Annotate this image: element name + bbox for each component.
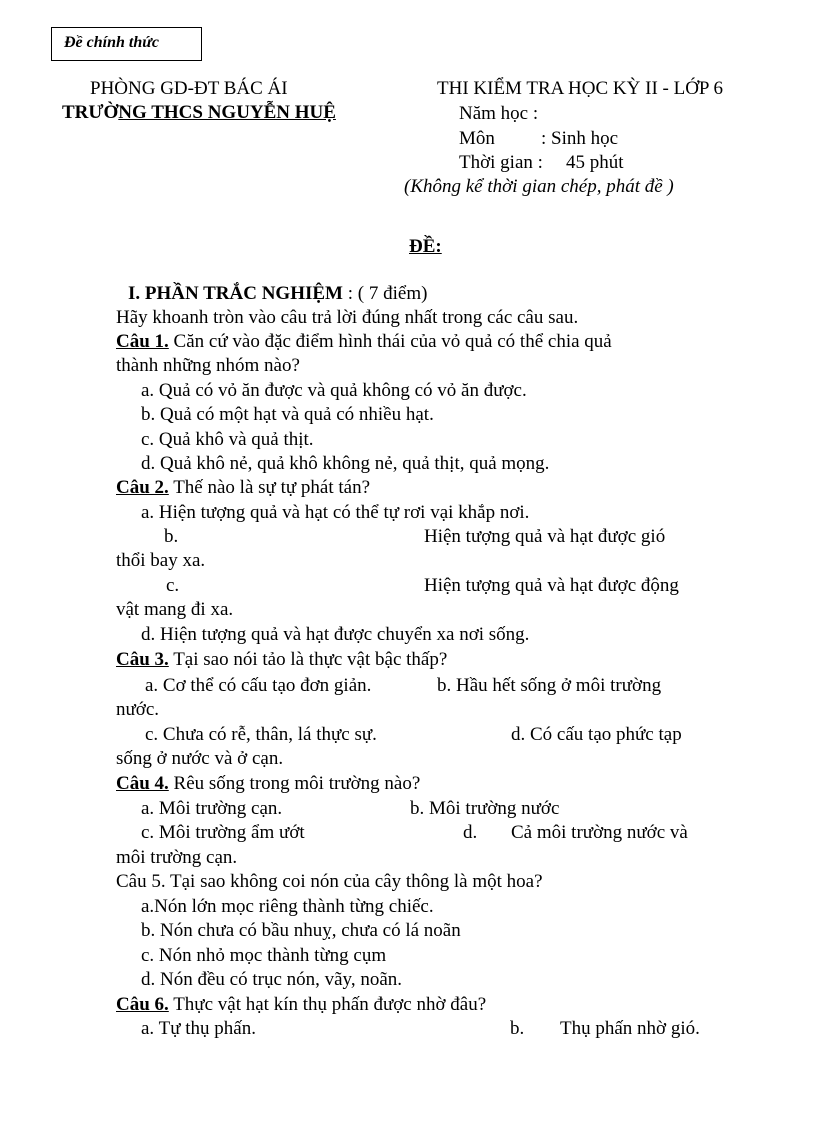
question-4-label: Câu 4. — [116, 773, 169, 794]
question-2-option-b-text: Hiện tượng quả và hạt được gió — [424, 526, 666, 547]
question-4-option-a: a. Môi trường cạn. — [141, 798, 283, 819]
question-1-label: Câu 1. — [116, 331, 169, 352]
section-title — [128, 282, 427, 306]
question-2 — [116, 476, 370, 500]
subject-label: Môn — [459, 128, 495, 149]
section-points: : ( 7 điểm) — [347, 283, 428, 304]
question-4-option-d-cont: môi trường cạn. — [116, 847, 238, 868]
department-name: PHÒNG GD-ĐT BÁC ÁI — [90, 78, 288, 99]
question-3-label: Câu 3. — [116, 649, 169, 670]
question-2-option-b-cont: thổi bay xa. — [116, 550, 206, 571]
section-instruction: Hãy khoanh tròn vào câu trả lời đúng nhất trong các câu sau. — [116, 307, 579, 328]
question-3-option-d-cont: sống ở nước và ở cạn. — [116, 748, 284, 769]
question-4-option-d-letter: d. — [463, 822, 478, 843]
question-1-text: Căn cứ vào đặc điểm hình thái của vỏ quả có thể chia quả — [168, 331, 612, 352]
question-2-option-d: d. Hiện tượng quả và hạt được chuyển xa nơi sống. — [141, 624, 530, 645]
school-name-rest: NG THCS NGUYỄN HUỆ — [118, 102, 336, 123]
question-1-option-d: d. Quả khô nẻ, quả khô không nẻ, quả thịt, quả mọng. — [141, 453, 550, 474]
question-5: Câu 5. Tại sao không coi nón của cây thông là một hoa? — [116, 871, 543, 892]
question-4-option-b: b. Môi trường nước — [410, 798, 560, 819]
question-6-text: Thực vật hạt kín thụ phấn được nhờ đâu? — [168, 994, 487, 1015]
exam-title: THI KIỂM TRA HỌC KỲ II - LỚP 6 — [437, 78, 724, 99]
official-stamp-label: Đề chính thức — [64, 34, 159, 51]
question-3-option-d: d. Có cấu tạo phức tạp — [511, 724, 682, 745]
duration-note: (Không kể thời gian chép, phát đề ) — [404, 176, 674, 197]
question-2-option-c-cont: vật mang đi xa. — [116, 599, 234, 620]
question-3 — [116, 648, 447, 672]
question-4-option-d-text: Cả môi trường nước và — [511, 822, 688, 843]
question-1 — [116, 330, 612, 354]
school-name — [62, 101, 336, 125]
question-2-option-c-text: Hiện tượng quả và hạt được động — [424, 575, 679, 596]
question-2-text: Thế nào là sự tự phát tán? — [168, 477, 371, 498]
question-5-option-c: c. Nón nhỏ mọc thành từng cụm — [141, 945, 387, 966]
duration-value: 45 phút — [566, 152, 624, 173]
question-6 — [116, 993, 486, 1017]
subject-value: : Sinh học — [541, 128, 619, 149]
question-2-label: Câu 2. — [116, 477, 169, 498]
question-3-text: Tại sao nói tảo là thực vật bậc thấp? — [168, 649, 448, 670]
official-stamp-box — [51, 27, 202, 61]
question-6-option-a: a. Tự thụ phấn. — [141, 1018, 256, 1039]
question-4 — [116, 772, 420, 796]
question-5-option-d: d. Nón đều có trục nón, vãy, noãn. — [141, 969, 403, 990]
question-4-text: Rêu sống trong môi trường nào? — [168, 773, 421, 794]
question-4-option-c: c. Môi trường ẩm ướt — [141, 822, 305, 843]
question-2-option-b-letter: b. — [164, 526, 179, 547]
question-3-option-b-cont: nước. — [116, 699, 160, 720]
question-3-option-a: a. Cơ thể có cấu tạo đơn giản. — [145, 675, 372, 696]
question-1-text-cont: thành những nhóm nào? — [116, 355, 300, 376]
question-5-option-b: b. Nón chưa có bầu nhuỵ, chưa có lá noãn — [141, 920, 461, 941]
question-2-option-a: a. Hiện tượng quả và hạt có thể tự rơi vại khắp nơi. — [141, 502, 530, 523]
question-6-option-b-text: Thụ phấn nhờ gió. — [560, 1018, 700, 1039]
question-6-label: Câu 6. — [116, 994, 169, 1015]
question-1-option-b: b. Quả có một hạt và quả có nhiều hạt. — [141, 404, 434, 425]
question-2-option-c-letter: c. — [166, 575, 180, 596]
question-1-option-a: a. Quả có vỏ ăn được và quả không có vỏ ăn được. — [141, 380, 527, 401]
question-6-option-b-letter: b. — [510, 1018, 525, 1039]
duration-label: Thời gian : — [459, 152, 543, 173]
school-year-label: Năm học : — [459, 103, 539, 124]
question-5-option-a: a.Nón lớn mọc riêng thành từng chiếc. — [141, 896, 434, 917]
school-name-prefix: TRƯỜ — [62, 102, 119, 123]
exam-heading: ĐỀ: — [409, 236, 442, 257]
question-3-option-b: b. Hầu hết sống ở môi trường — [437, 675, 662, 696]
section-title-text: I. PHẦN TRẮC NGHIỆM — [128, 283, 343, 304]
question-3-option-c: c. Chưa có rễ, thân, lá thực sự. — [145, 724, 377, 745]
question-1-option-c: c. Quả khô và quả thịt. — [141, 429, 314, 450]
